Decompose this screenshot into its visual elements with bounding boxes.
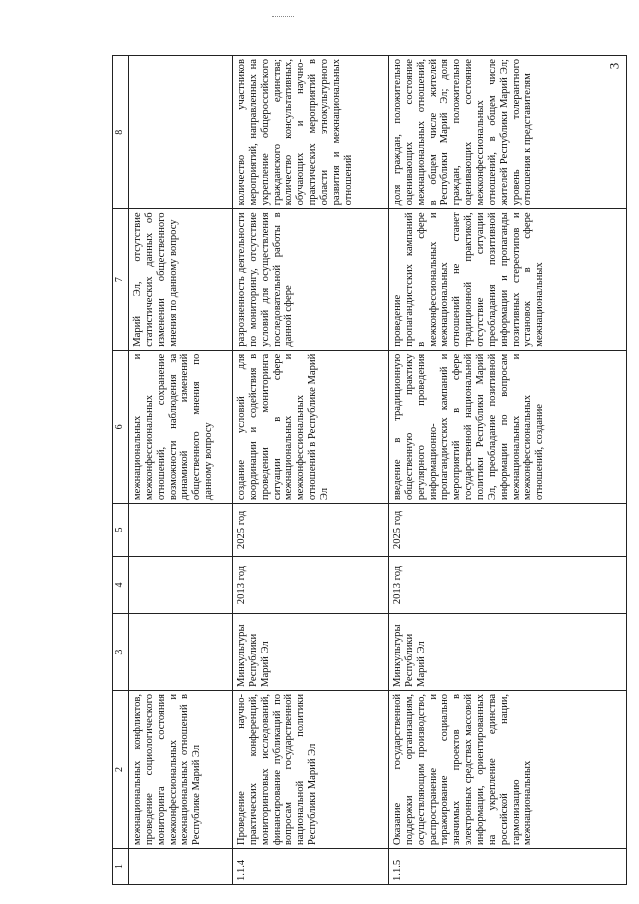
table-row bbox=[233, 56, 389, 885]
start-year: 2013 год bbox=[233, 556, 389, 614]
scan-mark bbox=[272, 16, 294, 20]
row-number: 1.1.5 bbox=[389, 849, 627, 885]
indicators: количество участников мероприятий, направленных на укрепление общероссийского гражданского единства; количество консультативных, обучающих и научно-практических мероприятий в области этнокультурного развития и межнациональных отношений bbox=[233, 56, 389, 209]
measure-name: межнациональных конфликтов, проведение социологического мониторинга состояния межконфессиональных и межнациональных отношений в Республике Марий Эл bbox=[129, 690, 233, 848]
col-header-4: 4 bbox=[113, 556, 129, 614]
col-header-5: 5 bbox=[113, 504, 129, 557]
row-number: 1.1.4 bbox=[233, 849, 389, 885]
end-year: 2025 год bbox=[233, 504, 389, 557]
indicators: доля граждан, положительно оценивающих состояние межнациональных отношений, в общем числе жителей Республики Марий Эл; доля граждан, положительно оценивающих состояние межконфессиональных отношений, в общем числе жителей Республики Марий Эл; уровень толерантного отношения к представителям bbox=[389, 56, 627, 209]
start-year bbox=[129, 556, 233, 614]
table-row bbox=[389, 56, 627, 885]
expected-result: создание условий для координации и содействия в проведении мониторинга ситуации в сфере межнациональных и межконфессиональных отношений в Республике Марий Эл bbox=[233, 350, 389, 503]
executor: Минкультуры Республики Марий Эл bbox=[233, 614, 389, 691]
expected-result: введение в традиционную общественную практику регулярного проведения информационно-пропагандистских кампаний и мероприятий в сфере государственной национальной политики Республики Марий Эл, преобладание позитивной информации по вопросам межнациональных и межконфессиональных отношений, создание bbox=[389, 350, 627, 503]
page-number: 3 bbox=[605, 62, 621, 70]
end-year: 2025 год bbox=[389, 504, 627, 557]
end-year bbox=[129, 504, 233, 557]
rotated-table-container bbox=[112, 55, 628, 885]
col-header-1: 1 bbox=[113, 849, 129, 885]
row-number bbox=[129, 849, 233, 885]
col-header-8: 8 bbox=[113, 56, 129, 209]
col-header-2: 2 bbox=[113, 690, 129, 848]
col-header-7: 7 bbox=[113, 209, 129, 350]
measure-name: Проведение научно-практических конференций, мониторинговых исследований, финансирование публикаций по вопросам государственной национальной политики Республики Марий Эл bbox=[233, 690, 389, 848]
indicators bbox=[129, 56, 233, 209]
executor bbox=[129, 614, 233, 691]
start-year: 2013 год bbox=[389, 556, 627, 614]
expected-result: межнациональных и межконфессиональных отношений, сохранение возможности наблюдения за динамикой изменений общественного мнения по данному вопросу bbox=[129, 350, 233, 503]
measure-name: Оказание государственной поддержки организациям, осуществляющим производство, распространение и тиражирование социально значимых проектов в электронных средствах массовой информации, ориентированных на укрепление единства российской нации, гармонизацию межнациональных bbox=[389, 690, 627, 848]
non-implementation-consequences: проведение пропагандистских кампаний в сфере межконфессиональных и межнациональных отношений не станет традиционной практикой, отсутствие ситуации преобладания позитивной информации и пропаганды позитивных стереотипов и установок в сфере межнациональных bbox=[389, 209, 627, 350]
non-implementation-consequences: Марий Эл, отсутствие статистических данных об изменении общественного мнения по данному вопросу bbox=[129, 209, 233, 350]
measures-table bbox=[112, 55, 627, 885]
col-header-3: 3 bbox=[113, 614, 129, 691]
table-row bbox=[129, 56, 233, 885]
header-row bbox=[113, 56, 129, 885]
col-header-6: 6 bbox=[113, 350, 129, 503]
executor: Минкультуры Республики Марий Эл bbox=[389, 614, 627, 691]
non-implementation-consequences: разрозненность деятельности по мониторингу, отсутствие условий для осуществления последовательной работы в данной сфере bbox=[233, 209, 389, 350]
